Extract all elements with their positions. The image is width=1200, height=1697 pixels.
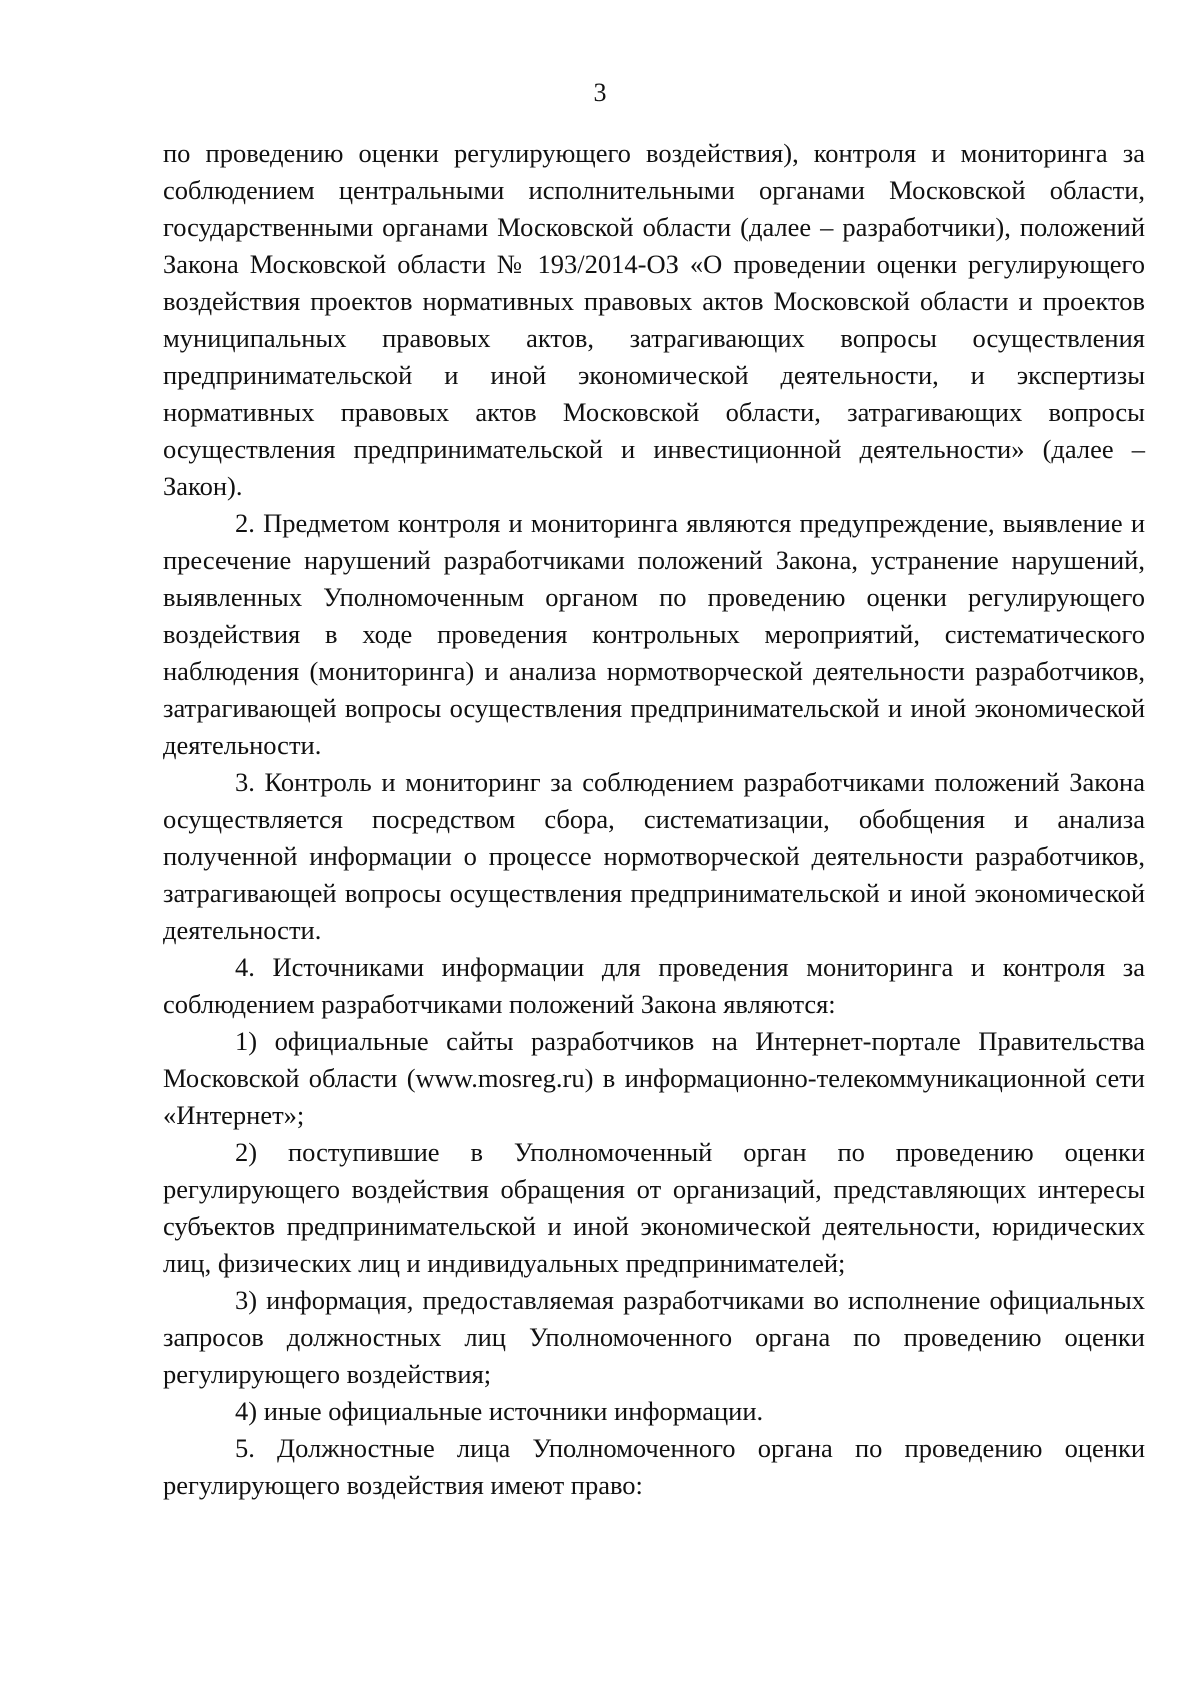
- document-body: [163, 135, 1145, 1504]
- paragraph-continuation: по проведению оценки регулирующего воздействия), контроля и мониторинга за соблюдением центральными исполнительными органами Московской области, государственными органами Московской области (далее – разработчики), положений Закона Московской области № 193/2014-ОЗ «О проведении оценки регулирующего воздействия проектов нормативных правовых актов Московской области и проектов муниципальных правовых актов, затрагивающих вопросы осуществления предпринимательской и иной экономической деятельности, и экспертизы нормативных правовых актов Московской области, затрагивающих вопросы осуществления предпринимательской и инвестиционной деятельности» (далее – Закон).: [163, 138, 1145, 501]
- list-item-1: 1) официальные сайты разработчиков на Интернет-портале Правительства Московской области (www.mosreg.ru) в информационно-телекоммуникационной сети «Интернет»;: [163, 1026, 1145, 1130]
- list-item-3: 3) информация, предоставляемая разработчиками во исполнение официальных запросов должностных лиц Уполномоченного органа по проведению оценки регулирующего воздействия;: [163, 1285, 1145, 1389]
- paragraph-5: 5. Должностные лица Уполномоченного органа по проведению оценки регулирующего воздействия имеют право:: [163, 1433, 1145, 1500]
- list-item-4: 4) иные официальные источники информации.: [235, 1396, 764, 1426]
- paragraph-3: 3. Контроль и мониторинг за соблюдением разработчиками положений Закона осуществляется посредством сбора, систематизации, обобщения и анализа полученной информации о процессе нормотворческой деятельности разработчиков, затрагивающей вопросы осуществления предпринимательской и иной экономической деятельности.: [163, 767, 1145, 945]
- paragraph-2: 2. Предметом контроля и мониторинга являются предупреждение, выявление и пресечение нарушений разработчиками положений Закона, устранение нарушений, выявленных Уполномоченным органом по проведению оценки регулирующего воздействия в ходе проведения контрольных мероприятий, систематического наблюдения (мониторинга) и анализа нормотворческой деятельности разработчиков, затрагивающей вопросы осуществления предпринимательской и иной экономической деятельности.: [163, 508, 1145, 760]
- page-number: 3: [593, 78, 607, 107]
- paragraph-4: 4. Источниками информации для проведения мониторинга и контроля за соблюдением разработчиками положений Закона являются:: [163, 952, 1145, 1019]
- list-item-2: 2) поступившие в Уполномоченный орган по проведению оценки регулирующего воздействия обращения от организаций, представляющих интересы субъектов предпринимательской и иной экономической деятельности, юридических лиц, физических лиц и индивидуальных предпринимателей;: [163, 1137, 1145, 1278]
